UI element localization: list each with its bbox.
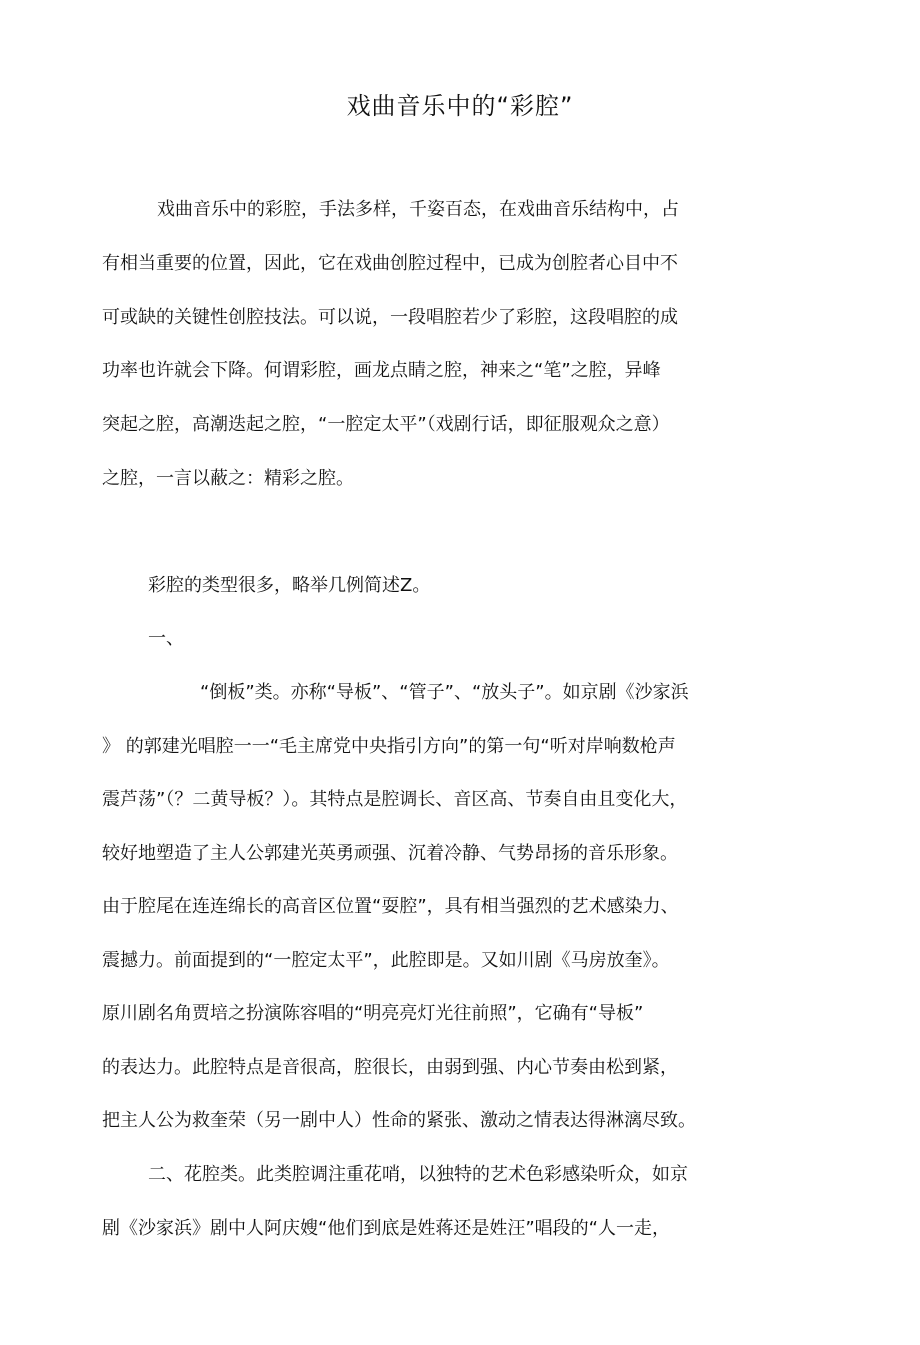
paragraph-line: 较好地塑造了主人公郭建光英勇顽强、沉着冷静、气势昂扬的音乐形象。	[102, 843, 678, 864]
paragraph-line: 的表达力。此腔特点是音很高，腔很长，由弱到强、内心节奏由松到紧，	[102, 1057, 678, 1078]
section-heading: 一、	[148, 628, 184, 649]
paragraph-line: 把主人公为救奎荣（另一剧中人）性命的紧张、激动之情表达得淋漓尽致。	[102, 1110, 696, 1131]
paragraph-line: 原川剧名角贾培之扮演陈容唱的“明亮亮灯光往前照”，它确有“导板”	[102, 1003, 644, 1024]
paragraph-line: 戏曲音乐中的彩腔，手法多样，千姿百态，在戏曲音乐结构中，占	[157, 199, 679, 220]
paragraph-line: 之腔，一言以蔽之：精彩之腔。	[102, 468, 354, 489]
document-title: 戏曲音乐中的“彩腔”	[346, 92, 574, 120]
paragraph-line: 震撼力。前面提到的“一腔定太平”，此腔即是。又如川剧《马房放奎》。	[102, 950, 670, 971]
paragraph-line: 有相当重要的位置，因此，它在戏曲创腔过程中，已成为创腔者心目中不	[102, 253, 678, 274]
paragraph-line: 功率也许就会下降。何谓彩腔，画龙点睛之腔，神来之“笔”之腔，异峰	[102, 360, 661, 381]
paragraph-line: “倒板”类。亦称“导板”、“管子”、“放头子”。如京剧《沙家浜	[200, 682, 689, 703]
paragraph-line: 由于腔尾在连连绵长的高音区位置“耍腔”，具有相当强烈的艺术感染力、	[102, 896, 679, 917]
paragraph-line: 》 的郭建光唱腔一一“毛主席党中央指引方向”的第一句“听对岸响数枪声	[102, 736, 676, 757]
intro-line: 彩腔的类型很多，略举几例简述Z。	[148, 575, 431, 596]
paragraph-line: 震芦荡”（？二黄导板？）。其特点是腔调长、音区高、节奏自由且变化大，	[102, 789, 688, 810]
paragraph-line: 二、花腔类。此类腔调注重花哨，以独特的艺术色彩感染听众，如京	[148, 1164, 688, 1185]
paragraph-line: 可或缺的关键性创腔技法。可以说，一段唱腔若少了彩腔，这段唱腔的成	[102, 307, 678, 328]
paragraph-line: 突起之腔，高潮迭起之腔，“一腔定太平”（戏剧行话，即征服观众之意）	[102, 414, 670, 435]
paragraph-line: 剧《沙家浜》剧中人阿庆嫂“他们到底是姓蒋还是姓汪”唱段的“人一走，	[102, 1218, 670, 1239]
